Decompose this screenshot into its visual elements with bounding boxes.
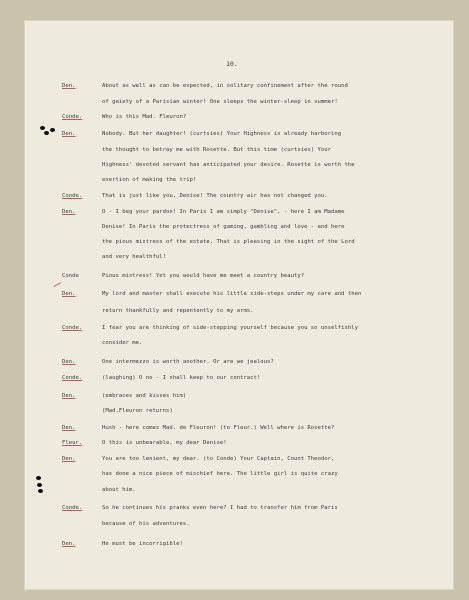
speaker-name: Conde.: [62, 193, 83, 199]
script-line: [62, 338, 442, 348]
dialogue-text: consider me.: [102, 340, 143, 346]
speaker-name: Fleur.: [62, 440, 83, 446]
dialogue-text: My lord and master shall execute his little side-steps under my care and then: [102, 291, 362, 297]
script-line: [62, 323, 442, 333]
script-line: [62, 97, 442, 107]
dialogue-text: (laughing) O no - I shall keep to our contract!: [102, 375, 261, 381]
script-line: [62, 112, 442, 122]
punch-hole: [37, 483, 42, 487]
dialogue-text: So he continues his pranks even here? I had to transfer him from Paris: [102, 505, 338, 511]
speaker-name: Den.: [62, 131, 76, 137]
script-line: [62, 423, 442, 433]
speaker-name: Conde: [62, 273, 79, 279]
dialogue-text: That is just like you, Denise! The country air has not changed you.: [102, 193, 328, 199]
script-line: [62, 160, 442, 170]
dialogue-text: (Mad.Fleuron returns): [102, 408, 173, 414]
speaker-name: Den.: [62, 291, 76, 297]
script-line: [62, 191, 442, 201]
script-line: [62, 271, 442, 281]
page-number: 10.: [226, 60, 238, 68]
script-line: [62, 306, 442, 316]
dialogue-text: the pious mistress of the estate. That is pleasing in the sight of the Lord: [102, 239, 355, 245]
script-line: [62, 503, 442, 513]
speaker-name: Den.: [62, 456, 76, 462]
speaker-name: Den.: [62, 541, 76, 547]
punch-hole: [44, 131, 49, 135]
dialogue-text: about him.: [102, 487, 136, 493]
script-line: [62, 454, 442, 464]
script-line: [62, 175, 442, 185]
dialogue-text: Pious mistress! Yet you would have me meet a country beauty?: [102, 273, 305, 279]
script-line: [62, 373, 442, 383]
script-line: [62, 485, 442, 495]
script-line: [62, 81, 442, 91]
dialogue-text: Denise! In Paris the protectress of gaming, gambling and love - and here: [102, 224, 345, 230]
speaker-name: Den.: [62, 83, 76, 89]
dialogue-text: has done a nice piece of mischief here. The little girl is quite crazy: [102, 471, 338, 477]
script-line: [62, 438, 442, 448]
script-line: [62, 207, 442, 217]
speaker-name: Conde.: [62, 505, 83, 511]
speaker-name: Conde.: [62, 114, 83, 120]
dialogue-text: Nobody. But her daughter! (curtsies) Your Highness is already harboring: [102, 131, 342, 137]
dialogue-text: One intermezzo is worth another. Or are we jealous?: [102, 359, 274, 365]
dialogue-text: the thought to betray me with Rosette. But this time (curtsies) Your: [102, 147, 332, 153]
speaker-name: Conde.: [62, 325, 83, 331]
script-line: [62, 391, 442, 401]
speaker-name: Den.: [62, 209, 76, 215]
script-line: [62, 252, 442, 262]
dialogue-text: exertion of making the trip!: [102, 177, 197, 183]
script-line: [62, 129, 442, 139]
script-line: [62, 469, 442, 479]
dialogue-text: He must be incorrigible!: [102, 541, 183, 547]
script-line: [62, 145, 442, 155]
dialogue-text: Who is this Mad. Fleuron?: [102, 114, 187, 120]
script-line: [62, 357, 442, 367]
speaker-name: Den.: [62, 425, 76, 431]
dialogue-text: You are too lenient, my dear. (to Conde) Your Captain, Count Theodor,: [102, 456, 335, 462]
punch-hole: [38, 489, 43, 493]
script-line: [62, 539, 442, 549]
script-line: [62, 519, 442, 529]
script-line: [62, 289, 442, 299]
dialogue-text: Hush - here comes Mad. de Fleuron! (to Fleur.) Well where is Rosette?: [102, 425, 335, 431]
dialogue-text: of gaiety of a Parisian winter! One sleeps the winter-sleep in summer!: [102, 99, 338, 105]
dialogue-text: Highness' devoted servant has anticipated your desire. Rosette is worth the: [102, 162, 355, 168]
speaker-name: Den.: [62, 359, 76, 365]
speaker-name: Den.: [62, 393, 76, 399]
dialogue-text: About as well as can be expected, in solitary confinement after the round: [102, 83, 348, 89]
dialogue-text: return thankfully and repentently to my arms.: [102, 308, 254, 314]
punch-hole: [36, 476, 41, 480]
dialogue-text: and very healthful!: [102, 254, 166, 260]
punch-hole: [50, 128, 55, 132]
dialogue-text: O - I beg your pardon! In Paris I am simply "Denise", - here I am Madame: [102, 209, 345, 215]
script-line: [62, 406, 442, 416]
script-line: [62, 222, 442, 232]
dialogue-text: I fear you are thinking of side-stepping yourself because you so unselfishly: [102, 325, 358, 331]
punch-hole: [40, 126, 45, 130]
dialogue-text: O this is unbearable, my dear Denise!: [102, 440, 227, 446]
dialogue-text: (embraces and kisses him): [102, 393, 187, 399]
script-line: [62, 237, 442, 247]
dialogue-text: because of his adventures.: [102, 521, 190, 527]
speaker-name: Conde.: [62, 375, 83, 381]
